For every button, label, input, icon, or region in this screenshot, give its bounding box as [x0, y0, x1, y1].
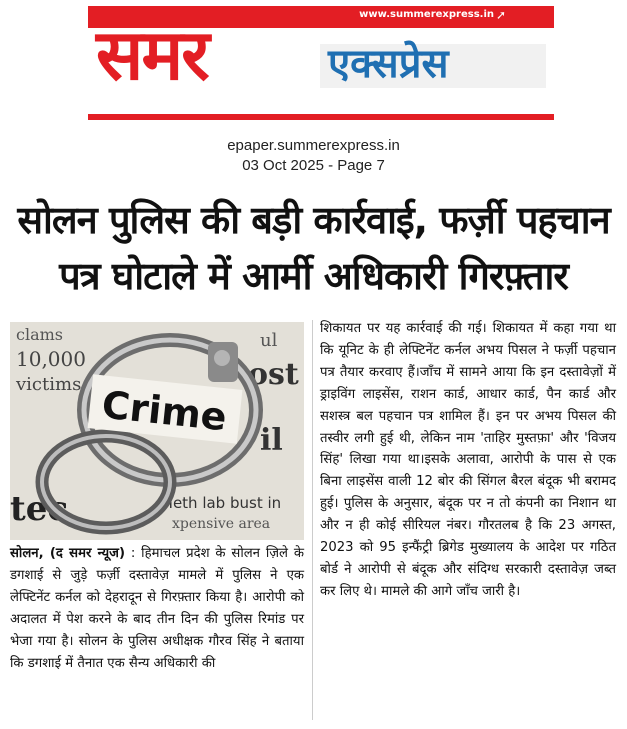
bg-word: xpensive area	[172, 516, 271, 532]
article-dateline: सोलन, (द समर न्यूज)	[10, 546, 125, 561]
photo-crime-word: Crime	[99, 382, 229, 440]
cursor-icon: ➚	[495, 8, 506, 22]
bg-word: ul	[260, 330, 278, 351]
masthead-logo	[88, 6, 554, 120]
masthead-bottom-bar	[88, 114, 554, 120]
bg-word: clams	[16, 325, 63, 344]
edition-date-page: 03 Oct 2025 - Page 7	[242, 157, 385, 174]
bg-word: il	[260, 423, 283, 458]
edition-site[interactable]: epaper.summerexpress.in	[227, 137, 400, 154]
headline	[10, 192, 617, 304]
article-continuation-text: शिकायत पर यह कार्रवाई की गई। शिकायत में कहा गया था कि यूनिट के ही लेफ्टिनेंट कर्नल अभय पिसल ने फर्ज़ी पहचान पत्र तैयार करवाए हैं।जाँच में सामने आया कि इन दस्तावेज़ों में ड्राइविंग लाइसेंस, राशन कार्ड, आधार कार्ड, पैन कार्ड और सशस्त्र बल पहचान पत्र शामिल हैं। इन पर अभय पिसल की तस्वीर लगी हुई थी, लेकिन नाम 'ताहिर मुस्तफ़ा' और 'विजय सिंह' लिखा गया था।इसके अलावा, आरोपी के पास से एक बिना लाइसेंस वाली 12 बोर की सिंगल बैरल बंदूक भी बरामद हुई। पुलिस के अनुसार, बंदूक पर न तो कंपनी का निशान था और न ही कोई सीरियल नंबर। गौरतलब है कि 23 अगस्त, 2023 को 95 इन्फैंट्री ब्रिगेड मुख्यालय के आदेश पर गठित बोर्ड ने आरोपी से बंदूक और संदिग्ध सरकारी दस्तावेज़ जब्त कर लिए थे। मामले की आगे जाँच जारी है।	[320, 321, 616, 599]
logo-sub-text: एक्सप्रेस	[328, 41, 449, 87]
logo-main-text: समर	[96, 14, 208, 96]
article-photo	[10, 322, 304, 540]
bg-word: 10,000	[16, 347, 86, 371]
edition-info	[0, 136, 627, 176]
article-column-right	[320, 318, 616, 603]
bg-word: tec	[10, 489, 69, 529]
headline-line-2: पत्र घोटाले में आर्मी अधिकारी गिरफ़्तार	[59, 254, 568, 298]
masthead-website[interactable]: www.summerexpress.in	[359, 9, 494, 20]
headline-line-1: सोलन पुलिस की बड़ी कार्रवाई, फर्ज़ी पहचान	[17, 198, 610, 242]
bg-word: Meth lab bust in	[160, 494, 282, 512]
bg-word: victims	[16, 374, 82, 395]
article-lead-text: : हिमाचल प्रदेश के सोलन ज़िले के डगशाई से जुड़े फर्ज़ी दस्तावेज़ मामले में पुलिस ने एक लेफ्टिनेंट कर्नल को देहरादून से गिरफ़्तार किया है। आरोपी को अदालत में पेश करने के बाद तीन दिन की पुलिस रिमांड पर भेजा गया है। सोलन के पुलिस अधीक्षक गौरव सिंह ने बताया कि डगशाई में तैनात एक सैन्य अधिकारी की	[10, 546, 304, 671]
handcuffs-crime-icon	[10, 322, 304, 540]
article-column-left	[10, 543, 304, 674]
bg-word: ost	[248, 357, 299, 392]
column-divider	[312, 320, 313, 720]
